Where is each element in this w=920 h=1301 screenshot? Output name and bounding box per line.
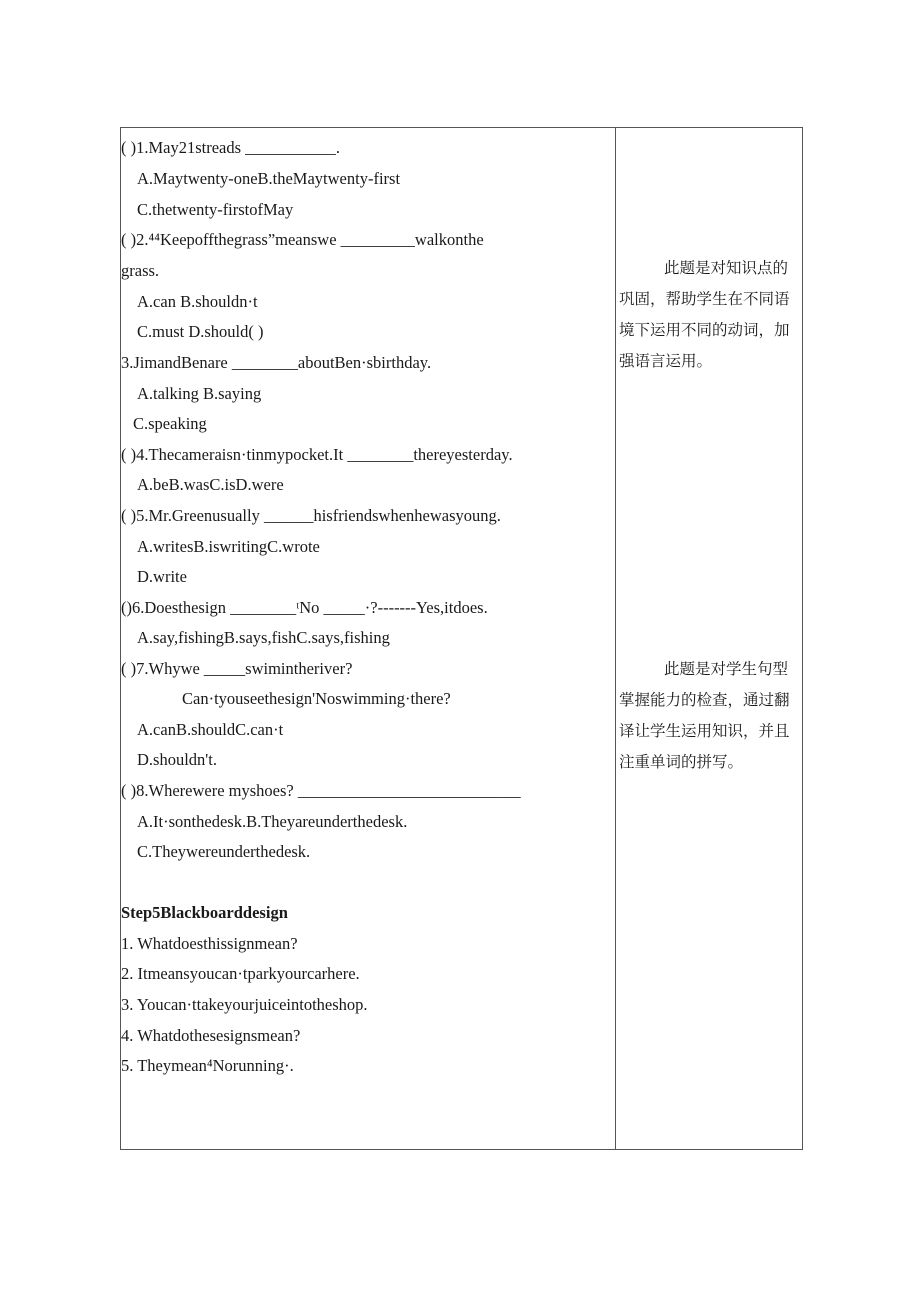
question-2-continued: grass.	[121, 261, 160, 280]
question-2-options-ab: A.can B.shouldn·t	[137, 292, 258, 311]
question-6: ()6.Doesthesign ________ᵗNo _____·?-------Yes,itdoes.	[121, 598, 488, 617]
question-5-options-abc: A.writesB.iswritingC.wrote	[137, 537, 320, 556]
lesson-table	[120, 127, 803, 1150]
question-7-continued: Can·tyouseethesign'Noswimming·there?	[182, 689, 451, 708]
section-heading: Step5Blackboarddesign	[121, 903, 288, 922]
board-line-1: 1. Whatdoesthissignmean?	[121, 934, 298, 953]
teaching-note-1: 此题是对知识点的巩固，帮助学生在不同语境下运用不同的动词，加强语言运用。	[619, 259, 790, 370]
question-5-option-d: D.write	[137, 567, 187, 586]
question-4: ( )4.Thecameraisn·tinmypocket.It ________thereyesterday.	[121, 445, 513, 464]
question-8: ( )8.Wherewere myshoes? ___________________________	[121, 781, 521, 800]
question-6-options: A.say,fishingB.says,fishC.says,fishing	[137, 628, 390, 647]
board-line-3: 3. Youcan·ttakeyourjuiceintotheshop.	[121, 995, 368, 1014]
question-3-options-ab: A.talking B.saying	[137, 384, 262, 403]
question-3: 3.JimandBenare ________aboutBen·sbirthday.	[121, 353, 432, 372]
question-1-option-c: C.thetwenty-firstofMay	[137, 200, 294, 219]
board-line-5: 5. Theymean⁴Norunning·.	[121, 1056, 294, 1075]
question-8-option-c: C.Theywereunderthedesk.	[137, 842, 311, 861]
question-5: ( )5.Mr.Greenusually ______hisfriendswhenhewasyoung.	[121, 506, 501, 525]
question-1: ( )1.May21streads ___________.	[121, 138, 341, 157]
question-7-option-d: D.shouldn't.	[137, 750, 217, 769]
board-line-2: 2. Itmeansyoucan·tparkyourcarhere.	[121, 964, 360, 983]
question-8-options-ab: A.It·sonthedesk.B.Theyareunderthedesk.	[137, 812, 408, 831]
board-line-4: 4. Whatdothesesignsmean?	[121, 1026, 301, 1045]
column-divider	[615, 128, 616, 1149]
question-4-options: A.beB.wasC.isD.were	[137, 475, 284, 494]
question-3-option-c: C.speaking	[133, 414, 207, 433]
question-2: ( )2.⁴⁴Keepoffthegrass”meanswe _________walkonthe	[121, 230, 484, 249]
teaching-note-2: 此题是对学生句型掌握能力的检查，通过翻译让学生运用知识，并且注重单词的拼写。	[619, 660, 790, 771]
question-1-options-ab: A.Maytwenty-oneB.theMaytwenty-first	[137, 169, 401, 188]
question-2-options-cd: C.must D.should( )	[137, 322, 264, 341]
question-7-options-abc: A.canB.shouldC.can·t	[137, 720, 284, 739]
question-7: ( )7.Whywe _____swimintheriver?	[121, 659, 353, 678]
